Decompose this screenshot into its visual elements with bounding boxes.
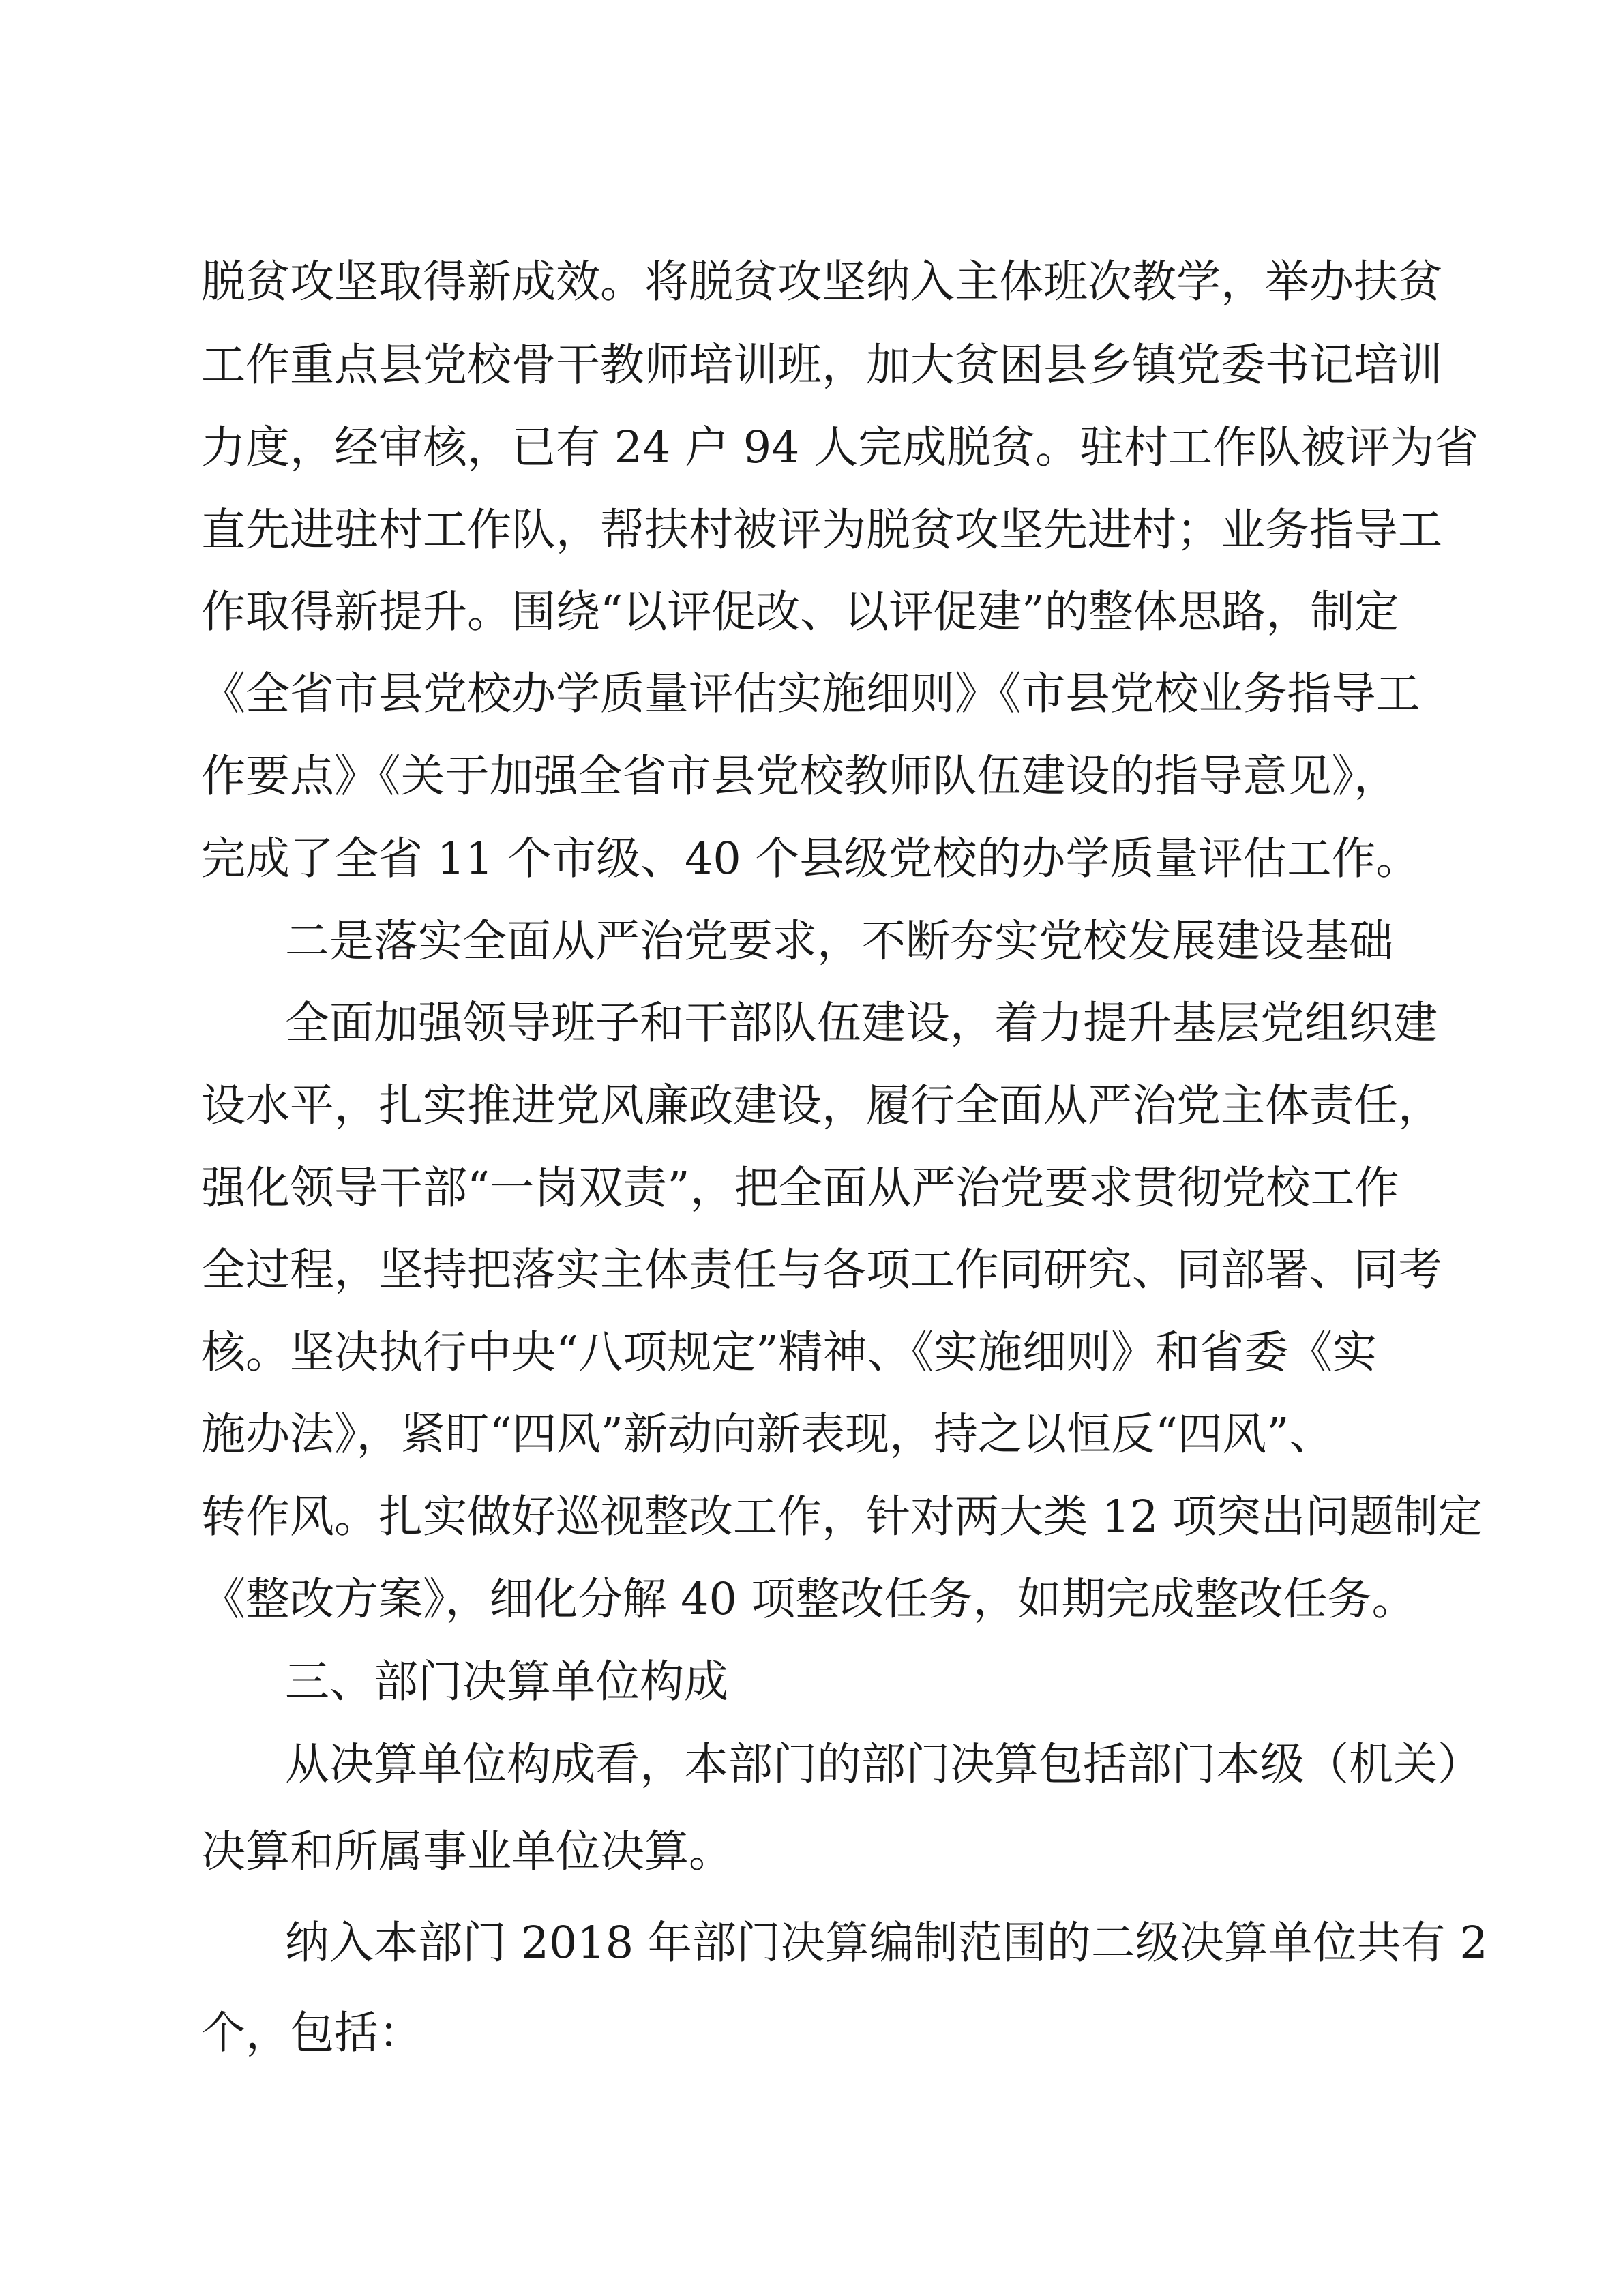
paragraph-line: 核。坚决执行中央“八项规定”精神、《实施细则》和省委《实 — [201, 1327, 1377, 1378]
paragraph-line: 施办法》，紧盯“四风”新动向新表现，持之以恒反“四风”、 — [201, 1409, 1334, 1460]
paragraph-line: 作要点》《关于加强全省市县党校教师队伍建设的指导意见》， — [201, 751, 1399, 802]
paragraph-line: 全面加强领导班子和干部队伍建设，着力提升基层党组织建 — [285, 998, 1438, 1049]
section-heading: 三、部门决算单位构成 — [285, 1656, 729, 1708]
paragraph-line: 从决算单位构成看，本部门的部门决算包括部门本级（机关） — [285, 1739, 1483, 1790]
paragraph-line: 转作风。扎实做好巡视整改工作，针对两大类 12 项突出问题制定 — [201, 1491, 1483, 1542]
paragraph-line: 力度，经审核，已有 24 户 94 人完成脱贫。驻村工作队被评为省 — [201, 422, 1479, 473]
paragraph-line: 《整改方案》，细化分解 40 项整改任务，如期完成整改任务。 — [201, 1574, 1416, 1625]
section-heading: 二是落实全面从严治党要求，不断夯实党校发展建设基础 — [285, 916, 1394, 967]
paragraph-line: 强化领导干部“一岗双责”，把全面从严治党要求贯彻党校工作 — [201, 1163, 1399, 1214]
paragraph-line: 全过程，坚持把落实主体责任与各项工作同研究、同部署、同考 — [201, 1244, 1443, 1296]
paragraph-line: 决算和所属事业单位决算。 — [201, 1826, 734, 1877]
paragraph-line: 脱贫攻坚取得新成效。将脱贫攻坚纳入主体班次教学，举办扶贫 — [201, 256, 1443, 308]
paragraph-line: 完成了全省 11 个市级、40 个县级党校的办学质量评估工作。 — [201, 833, 1420, 884]
paragraph-line: 纳入本部门 2018 年部门决算编制范围的二级决算单位共有 2 — [285, 1918, 1488, 1969]
paragraph-line: 工作重点县党校骨干教师培训班，加大贫困县乡镇党委书记培训 — [201, 340, 1443, 391]
paragraph-line: 作取得新提升。围绕“以评促改、以评促建”的整体思路，制定 — [201, 586, 1399, 638]
paragraph-line: 直先进驻村工作队，帮扶村被评为脱贫攻坚先进村；业务指导工 — [201, 505, 1443, 556]
paragraph-line: 设水平，扎实推进党风廉政建设，履行全面从严治党主体责任， — [201, 1080, 1443, 1131]
paragraph-line: 《全省市县党校办学质量评估实施细则》《市县党校业务指导工 — [201, 668, 1420, 719]
paragraph-line: 个，包括： — [201, 2008, 423, 2059]
